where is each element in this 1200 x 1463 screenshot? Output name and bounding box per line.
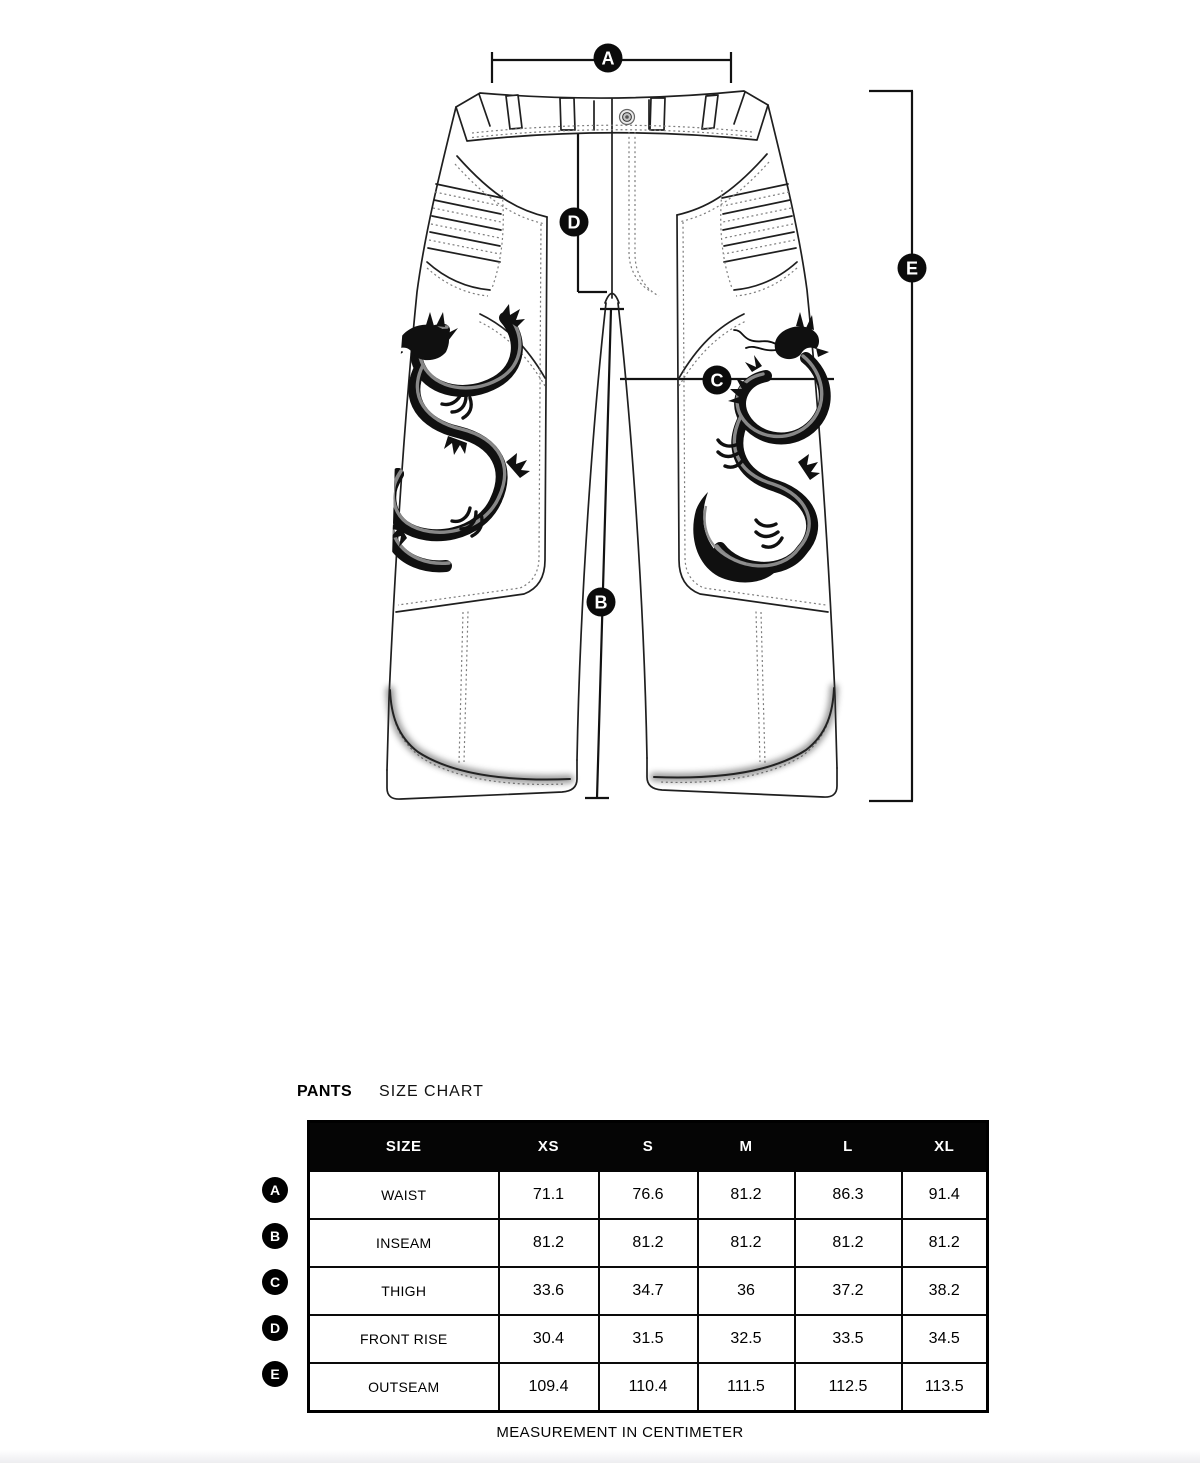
cell-value: 33.5: [795, 1315, 902, 1363]
header-xs: XS: [499, 1122, 599, 1172]
measurement-lines: [492, 52, 913, 801]
row-badge-b: B: [262, 1223, 288, 1249]
cell-value: 30.4: [499, 1315, 599, 1363]
cell-value: 36: [698, 1267, 795, 1315]
inseam-right: [618, 303, 647, 758]
table-row-inseam: [309, 1219, 988, 1267]
cell-value: 76.6: [599, 1171, 698, 1219]
cell-value: 113.5: [902, 1363, 988, 1412]
header-l: L: [795, 1122, 902, 1172]
rib-panel-right: [722, 184, 797, 290]
row-badge-a: A: [262, 1177, 288, 1203]
outseam-left: [387, 107, 456, 770]
header-size: SIZE: [309, 1122, 499, 1172]
row-label: WAIST: [309, 1171, 499, 1219]
table-row-outseam: [309, 1363, 988, 1412]
belt-loop: [650, 98, 665, 130]
cell-value: 81.2: [599, 1219, 698, 1267]
belt-loop: [560, 98, 575, 130]
row-badge-d: D: [262, 1315, 288, 1341]
row-label: OUTSEAM: [309, 1363, 499, 1412]
cell-value: 71.1: [499, 1171, 599, 1219]
header-s: S: [599, 1122, 698, 1172]
cell-value: 110.4: [599, 1363, 698, 1412]
cell-value: 112.5: [795, 1363, 902, 1412]
row-label: FRONT RISE: [309, 1315, 499, 1363]
cell-value: 81.2: [795, 1219, 902, 1267]
svg-text:E: E: [905, 258, 919, 279]
measurement-unit-note: MEASUREMENT IN CENTIMETER: [496, 1424, 744, 1441]
inseam-left: [577, 303, 606, 760]
row-label: INSEAM: [309, 1219, 499, 1267]
cell-value: 38.2: [902, 1267, 988, 1315]
chart-title-label: SIZE CHART: [379, 1083, 484, 1100]
marker-d-front-rise: [560, 208, 589, 237]
row-badge-e: E: [262, 1361, 288, 1387]
page-bottom-strip: [0, 1450, 1200, 1463]
chart-title: [297, 1083, 484, 1101]
cell-value: 37.2: [795, 1267, 902, 1315]
cell-value: 86.3: [795, 1171, 902, 1219]
cell-value: 81.2: [499, 1219, 599, 1267]
cell-value: 109.4: [499, 1363, 599, 1412]
line-b-inseam: [585, 309, 624, 798]
cell-value: 32.5: [698, 1315, 795, 1363]
bracket-e-outseam: [869, 91, 913, 801]
cell-value: 81.2: [698, 1171, 795, 1219]
dragon-print-right: [693, 312, 829, 582]
header-m: M: [698, 1122, 795, 1172]
cell-value: 34.5: [902, 1315, 988, 1363]
svg-text:D: D: [567, 212, 581, 233]
marker-a-waist: [594, 44, 623, 73]
row-label: THIGH: [309, 1267, 499, 1315]
cell-value: 34.7: [599, 1267, 698, 1315]
cell-value: 111.5: [698, 1363, 795, 1412]
marker-e-outseam: [898, 254, 927, 283]
chart-title-product: PANTS: [297, 1083, 353, 1100]
header-xl: XL: [902, 1122, 988, 1172]
svg-text:B: B: [594, 592, 608, 613]
shin-shading: [390, 688, 834, 780]
cell-value: 81.2: [902, 1219, 988, 1267]
cell-value: 81.2: [698, 1219, 795, 1267]
table-row-thigh: [309, 1267, 988, 1315]
table-row-waist: [309, 1171, 988, 1219]
cell-value: 31.5: [599, 1315, 698, 1363]
marker-b-inseam: [587, 588, 616, 617]
rib-panel-left: [427, 184, 502, 290]
cell-value: 91.4: [902, 1171, 988, 1219]
marker-c-thigh: [703, 366, 732, 395]
table-row-front-rise: [309, 1315, 988, 1363]
pocket-right: [677, 154, 767, 215]
table-header-row: [309, 1122, 988, 1172]
dragon-print-left: [380, 304, 530, 566]
row-badge-c: C: [262, 1269, 288, 1295]
waist-button: [620, 110, 635, 125]
svg-text:A: A: [601, 48, 615, 69]
cell-value: 33.6: [499, 1267, 599, 1315]
size-table: [307, 1120, 989, 1413]
svg-text:C: C: [710, 370, 724, 391]
